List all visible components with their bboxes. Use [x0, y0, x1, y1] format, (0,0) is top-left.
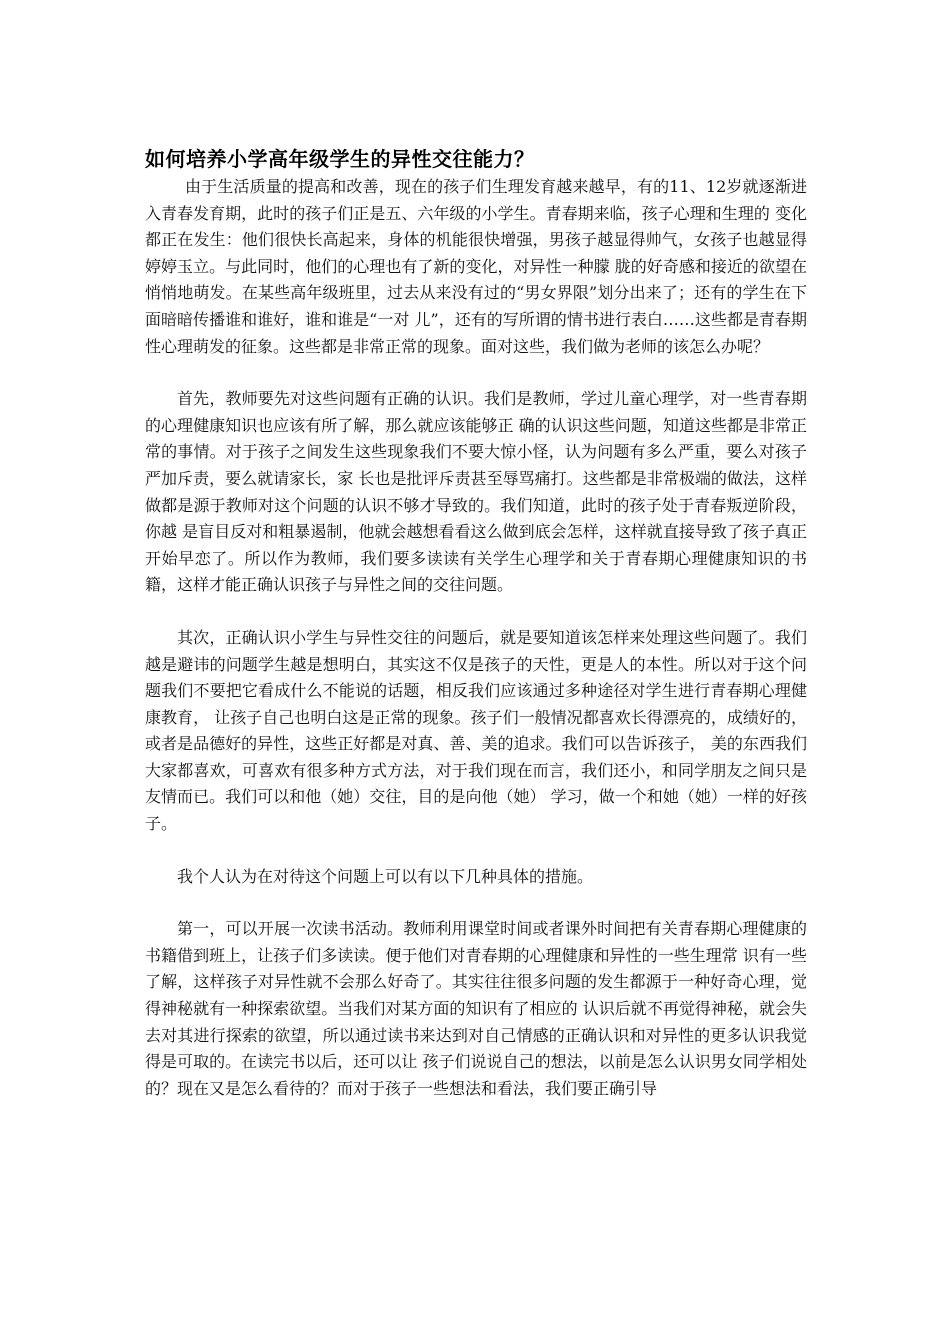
paragraph-spacer — [145, 838, 807, 864]
paragraph-spacer — [145, 360, 807, 386]
paragraph-first-point: 首先，教师要先对这些问题有正确的认识。我们是教师，学过儿童心理学，对一些青春期的心理健康知识也应该有所了解，那么就应该能够正 确的认识这些问题，知道这些都是非常正常的事情。对于孩子之间发生这些现象我们不要大惊小怪，认为问题有多么严重，要么对孩子严加斥责，要么就请家长，家 长也是批评斥责甚至辱骂痛打。这些都是非常极端的做法，这样做都是源于教师对这个问题的认识不够才导致的。我们知道，此时的孩子处于青春叛逆阶段，你越 是盲目反对和粗暴遏制，他就会越想看看这么做到底会怎样，这样就直接导致了孩子真正开始早恋了。所以作为教师，我们要多读读有关学生心理学和关于青春期心理健康知识的书籍，这样才能正确认识孩子与异性之间的交往问题。 — [145, 389, 807, 595]
paragraph-spacer — [145, 599, 807, 625]
document-body — [145, 144, 807, 1102]
paragraph-intro: 由于生活质量的提高和改善，现在的孩子们生理发育越来越早，有的11、12岁就逐渐进入青春发育期，此时的孩子们正是五、六年级的小学生。青春期来临，孩子心理和生理的 变化都正在发生：他们很快长高起来，身体的机能很快增强，男孩子越显得帅气，女孩子也越显得婷婷玉立。与此同时，他们的心理也有了新的变化，对异性一种朦 胧的好奇感和接近的欲望在悄悄地萌发。在某些高年级班里，过去从来没有过的“男女界限”划分出来了；还有的学生在下面暗暗传播谁和谁好，谁和谁是“一对 儿”，还有的写所谓的情书进行表白……这些都是青春期性心理萌发的征象。这些都是非常正常的现象。面对这些，我们做为老师的该怎么办呢？ — [145, 177, 807, 356]
document-title: 如何培养小学高年级学生的异性交往能力？ — [145, 147, 535, 171]
paragraph-spacer — [145, 890, 807, 916]
paragraph-measures-intro: 我个人认为在对待这个问题上可以有以下几种具体的措施。 — [177, 866, 594, 886]
paragraph-second-point: 其次，正确认识小学生与异性交往的问题后，就是要知道该怎样来处理这些问题了。我们越是避讳的问题学生越是想明白，其实这不仅是孩子的天性，更是人的本性。所以对于这个问题我们不要把它看成什么不能说的话题，相反我们应该通过多种途径对学生进行青春期心理健康教育， 让孩子自己也明白这是正常的现象。孩子们一般情况都喜欢长得漂亮的，成绩好的，或者是品德好的异性，这些正好都是对真、善、美的追求。我们可以告诉孩子， 美的东西我们大家都喜欢，可喜欢有很多种方式方法，对于我们现在而言，我们还小，和同学朋友之间只是友情而已。我们可以和他（她）交往，目的是向他（她） 学习，做一个和她（她）一样的好孩子。 — [145, 627, 807, 834]
paragraph-measure-one: 第一，可以开展一次读书活动。教师利用课堂时间或者课外时间把有关青春期心理健康的书籍借到班上，让孩子们多读读。便于他们对青春期的心理健康和异性的一些生理常 识有一些了解，这样孩子对异性就不会那么好奇了。其实往往很多问题的发生都源于一种好奇心理，觉得神秘就有一种探索欲望。当我们对某方面的知识有了相应的 认识后就不再觉得神秘，就会失去对其进行探索的欲望，所以通过读书来达到对自己情感的正确认识和对异性的更多认识我觉得是可取的。在读完书以后，还可以让 孩子们说说自己的想法，以前是怎么认识男女同学相处的？现在又是怎么看待的？而对于孩子一些想法和看法，我们要正确引导 — [145, 919, 807, 1098]
